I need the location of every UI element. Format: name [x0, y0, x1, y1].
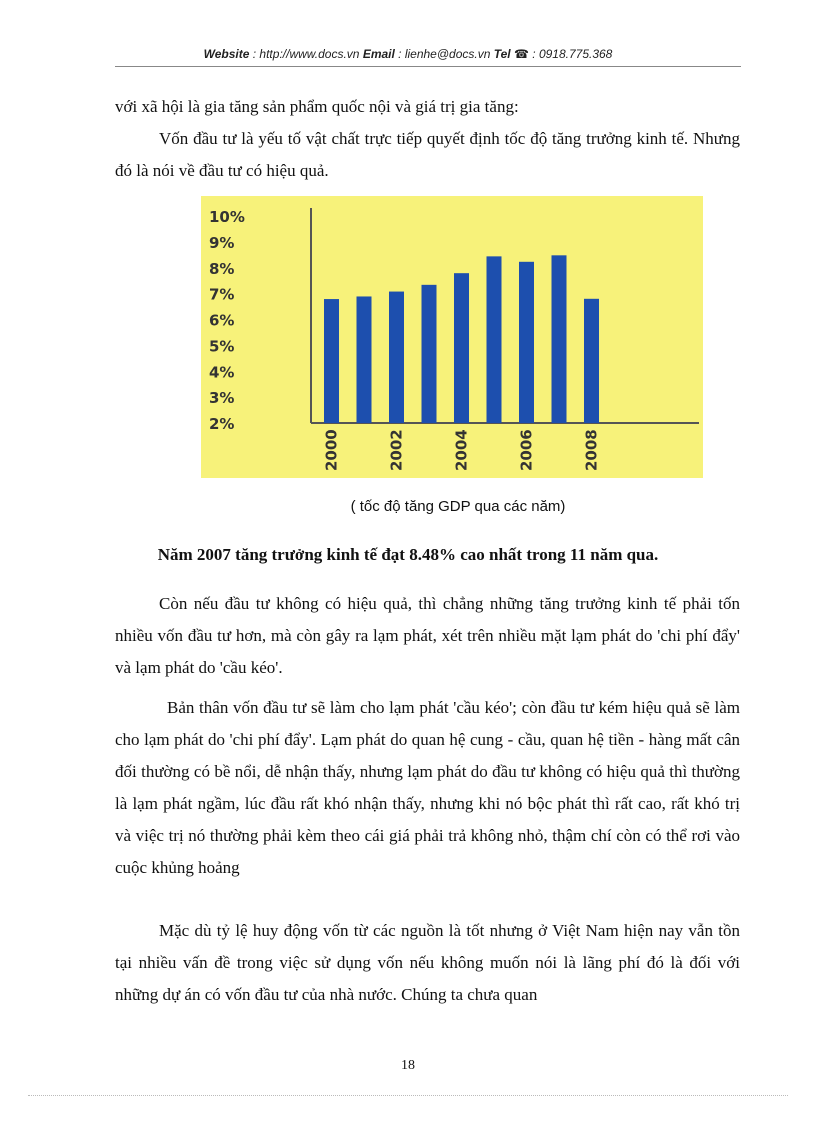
bar	[519, 262, 534, 423]
bar	[552, 255, 567, 423]
bar	[357, 296, 372, 423]
y-tick-label: 8%	[209, 259, 235, 278]
body-paragraph-2: Bản thân vốn đầu tư sẽ làm cho lạm phát 'cầu kéo'; còn đầu tư kém hiệu quả sẽ làm cho lạm phát do 'chi phí đẩy'. Lạm phát do quan hệ cung - cầu, quan hệ tiền - hàng mất cân đối thường có bề nổi, dễ nhận thấy, nhưng lạm phát do đầu tư không có hiệu quả thì thường là lạm phát ngầm, lúc đầu rất khó nhận thấy, nhưng khi nó bộc phát thì rất cao, rất khó trị và việc trị nó thường phải kèm theo cái giá phải trả không nhỏ, thậm chí còn có thể rơi vào cuộc khủng hoảng	[115, 698, 740, 877]
y-tick-label: 3%	[209, 389, 235, 408]
highlight-statement: Năm 2007 tăng trưởng kinh tế đạt 8.48% cao nhất trong 11 năm qua.	[157, 545, 659, 564]
bar	[454, 273, 469, 423]
x-tick-label: 2002	[387, 429, 406, 471]
body-paragraph-1: Còn nếu đầu tư không có hiệu quả, thì chẳng những tăng trưởng kinh tế phải tốn nhiều vốn đầu tư hơn, mà còn gây ra lạm phát, xét trên nhiều mặt lạm phát do 'chi phí đẩy' và lạm phát do 'cầu kéo'.	[115, 594, 740, 677]
bar	[389, 292, 404, 423]
x-tick-label: 2004	[452, 429, 471, 471]
x-tick-label: 2008	[582, 429, 601, 471]
chart-caption	[0, 498, 816, 515]
body-paragraph-3: Mặc dù tỷ lệ huy động vốn từ các nguồn là tốt nhưng ở Việt Nam hiện nay vẫn tồn tại nhiều vấn đề trong việc sử dụng vốn nếu không muốn nói là lãng phí đó là đối với những dự án có vốn đầu tư của nhà nước. Chúng ta chưa quan	[115, 921, 740, 1004]
website-label: Website	[203, 47, 250, 61]
y-tick-label: 9%	[209, 233, 235, 252]
y-tick-label: 4%	[209, 363, 235, 382]
page-header	[0, 47, 816, 61]
phone-icon: ☎	[513, 47, 529, 61]
y-tick-label: 2%	[209, 415, 235, 433]
email-value: : lienhe@docs.vn	[394, 47, 494, 61]
x-tick-label: 2000	[322, 429, 341, 471]
bar	[584, 299, 599, 423]
y-tick-label: 7%	[209, 285, 235, 304]
x-tick-label: 2006	[517, 429, 536, 471]
tel-label: Tel	[493, 47, 511, 61]
website-value: : http://www.docs.vn	[249, 47, 363, 61]
header-divider	[115, 66, 741, 67]
bar	[324, 299, 339, 423]
paragraph-capital: Vốn đầu tư là yếu tố vật chất trực tiếp quyết định tốc độ tăng trưởng kinh tế. Nhưng đó là nói về đầu tư có hiệu quả.	[115, 129, 740, 180]
chart-svg	[201, 196, 703, 478]
bar	[487, 256, 502, 423]
chart-caption-text: ( tốc độ tăng GDP qua các năm)	[350, 498, 566, 515]
gdp-growth-chart	[201, 196, 703, 478]
y-tick-label: 5%	[209, 337, 235, 356]
page-number: 18	[401, 1058, 415, 1073]
footer-divider	[28, 1095, 788, 1096]
tel-value: : 0918.775.368	[528, 47, 613, 61]
email-label: Email	[362, 47, 395, 61]
paragraph-intro: với xã hội là gia tăng sản phẩm quốc nội và giá trị gia tăng:	[115, 97, 519, 116]
y-tick-label: 10%	[209, 208, 245, 226]
y-tick-label: 6%	[209, 311, 235, 330]
bar	[422, 285, 437, 423]
